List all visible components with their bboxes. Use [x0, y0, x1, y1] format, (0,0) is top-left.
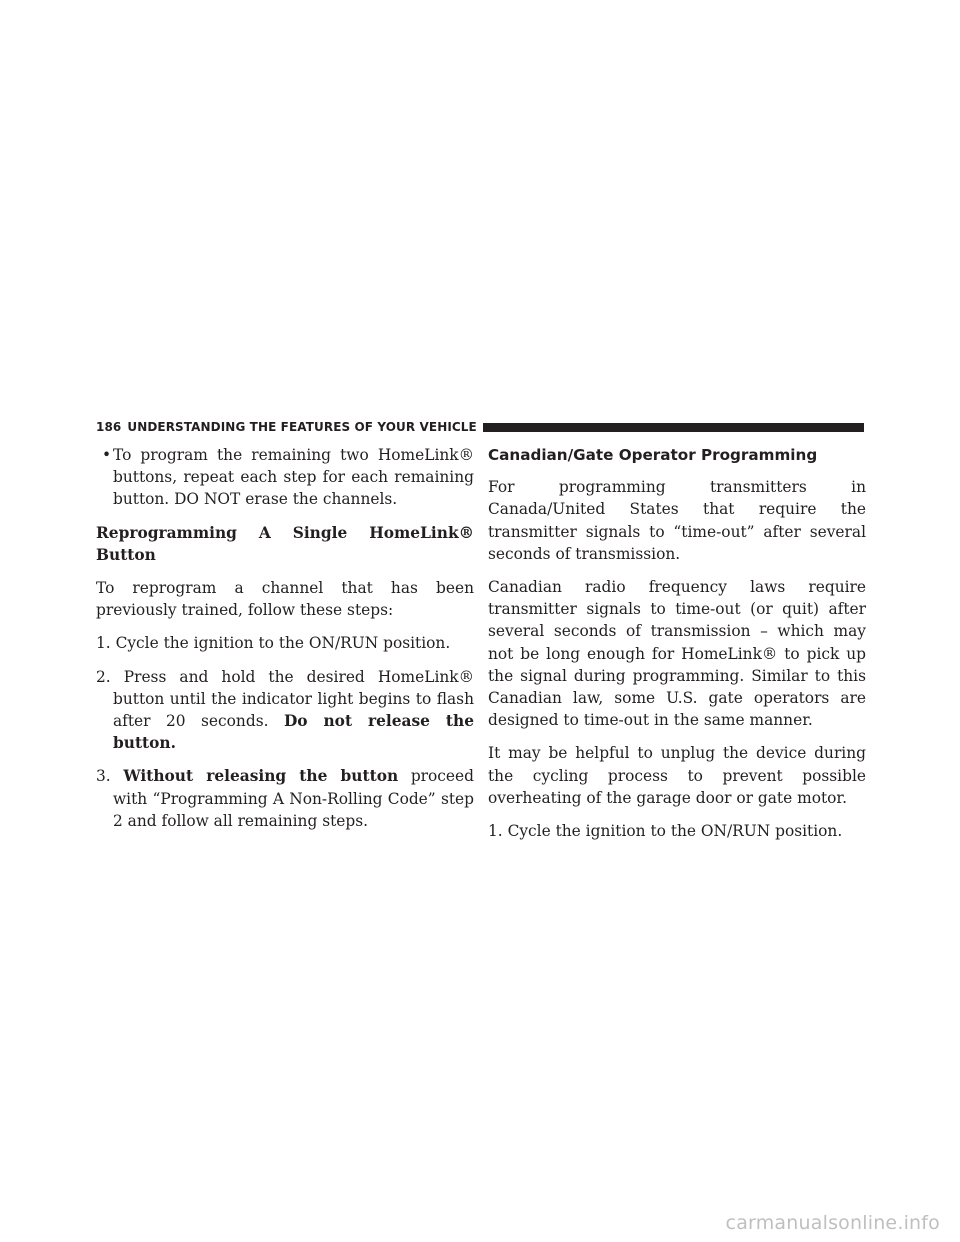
step-3-bold: Without releasing the button — [123, 767, 399, 786]
step-2-text: 2. Press and hold the desired HomeLink® button until the indicator light begins to flash after 20 seconds. — [96, 667, 474, 731]
step-2 — [96, 666, 474, 755]
bullet-text: To program the remaining two HomeLink® buttons, repeat each step for each remaining button. DO NOT erase the channels. — [113, 446, 474, 509]
section-title: UNDERSTANDING THE FEATURES OF YOUR VEHICLE — [127, 420, 477, 434]
right-column — [488, 438, 866, 853]
bullet-icon: • — [102, 446, 112, 464]
page-number: 186 — [96, 420, 122, 434]
subheading: Reprogramming A Single HomeLink® Button — [96, 523, 474, 564]
step-1-right: 1. Cycle the ignition to the ON/RUN position. — [488, 822, 843, 841]
section-heading: Canadian/Gate Operator Programming — [488, 446, 818, 464]
step-3 — [96, 765, 474, 832]
left-column — [96, 438, 474, 843]
step-1: 1. Cycle the ignition to the ON/RUN position. — [96, 634, 451, 653]
paragraph-3: It may be helpful to unplug the device during the cycling process to prevent possible overheating of the garage door or gate motor. — [488, 744, 866, 807]
bullet-item — [96, 444, 474, 511]
watermark: carmanualsonline.info — [725, 1212, 940, 1234]
step-3-text: proceed with “Programming A Non-Rolling Code” step 2 and follow all remaining steps. — [113, 767, 474, 830]
header-rule — [483, 423, 864, 432]
paragraph-1: For programming transmitters in Canada/United States that require the transmitter signals to “time-out” after several seconds of transmission. — [488, 478, 866, 563]
step-3-number: 3. — [96, 767, 111, 786]
paragraph-2: Canadian radio frequency laws require transmitter signals to time-out (or quit) after several seconds of transmission – which may not be long enough for HomeLink® to pick up the signal during programming. Similar to this Canadian law, some U.S. gate operators are designed to time-out in the same manner. — [488, 578, 866, 730]
intro-paragraph: To reprogram a channel that has been previously trained, follow these steps: — [96, 579, 474, 620]
page-header — [96, 417, 864, 437]
step-2-bold: Do not release the button. — [113, 712, 474, 753]
